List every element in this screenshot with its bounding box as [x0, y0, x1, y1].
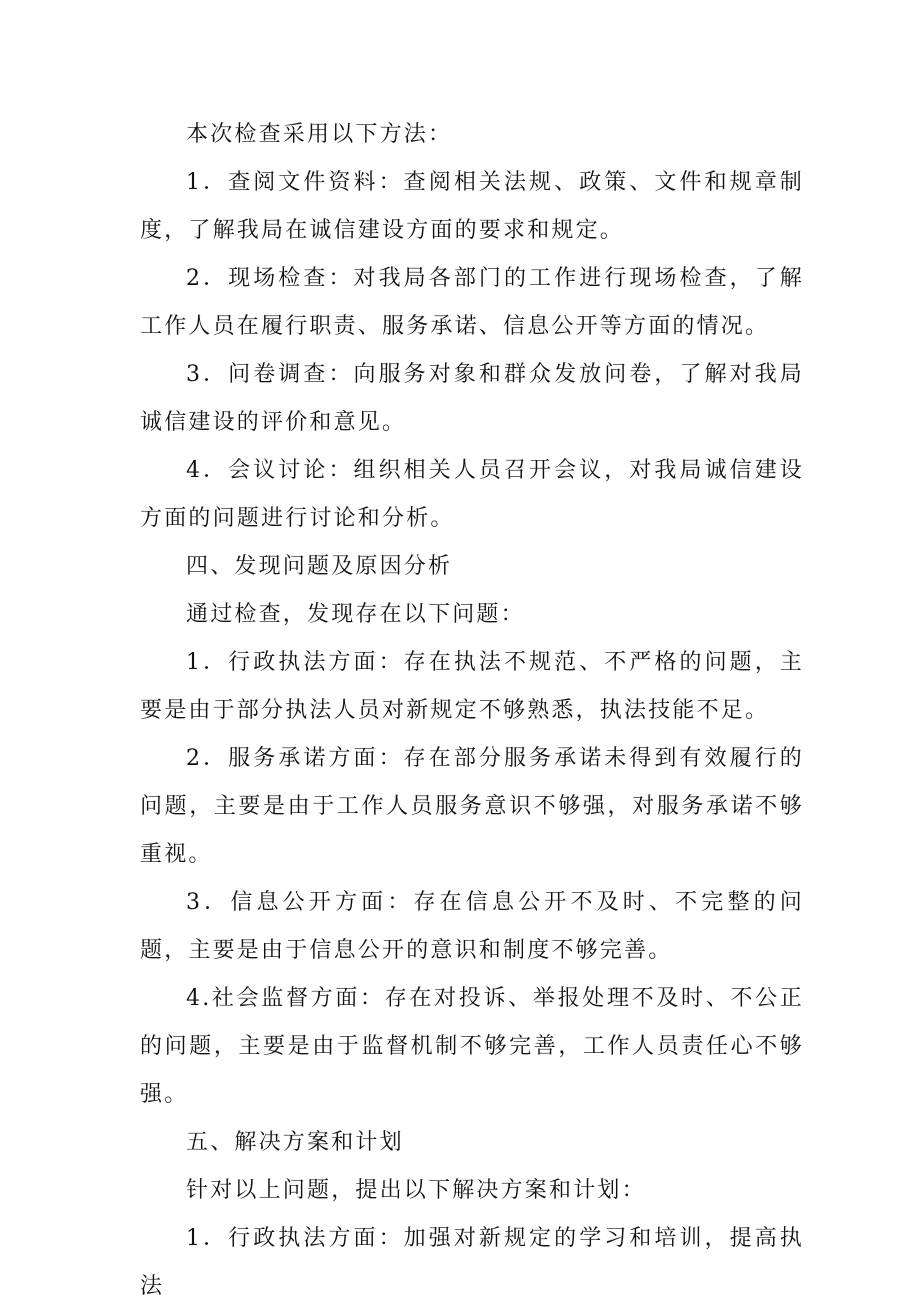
section-heading-problems: 四、发现问题及原因分析 — [186, 554, 453, 579]
paragraph-method-3-questionnaire: 3．问卷调查：向服务对象和群众发放问卷，了解对我局诚信建设的评价和意见。 — [140, 362, 804, 435]
paragraph-method-1-document-review: 1．查阅文件资料：查阅相关法规、政策、文件和规章制度，了解我局在诚信建设方面的要求和规定。 — [140, 170, 804, 243]
paragraph-problem-3-information-disclosure: 3．信息公开方面：存在信息公开不及时、不完整的问题，主要是由于信息公开的意识和制度不够完善。 — [140, 890, 804, 963]
paragraph-problem-2-service-commitment: 2．服务承诺方面：存在部分服务承诺未得到有效履行的问题，主要是由于工作人员服务意识不够强，对服务承诺不够重视。 — [140, 746, 804, 867]
paragraph-problem-4-social-supervision: 4.社会监督方面：存在对投诉、举报处理不及时、不公正的问题，主要是由于监督机制不够完善，工作人员责任心不够强。 — [140, 986, 804, 1107]
section-heading-solutions: 五、解决方案和计划 — [186, 1130, 404, 1155]
paragraph-solution-1-law-enforcement: 1．行政执法方面：加强对新规定的学习和培训，提高执法 — [140, 1226, 804, 1299]
paragraph-methods-intro: 本次检查采用以下方法： — [186, 122, 453, 147]
document-body — [140, 111, 804, 1311]
paragraph-problems-intro: 通过检查，发现存在以下问题： — [186, 602, 525, 627]
paragraph-solutions-intro: 针对以上问题，提出以下解决方案和计划： — [186, 1178, 646, 1203]
paragraph-problem-1-law-enforcement: 1．行政执法方面：存在执法不规范、不严格的问题，主要是由于部分执法人员对新规定不够熟悉，执法技能不足。 — [140, 650, 804, 723]
paragraph-method-2-site-inspection: 2．现场检查：对我局各部门的工作进行现场检查，了解工作人员在履行职责、服务承诺、信息公开等方面的情况。 — [140, 266, 804, 339]
paragraph-method-4-meeting: 4．会议讨论：组织相关人员召开会议，对我局诚信建设方面的问题进行讨论和分析。 — [140, 458, 804, 531]
